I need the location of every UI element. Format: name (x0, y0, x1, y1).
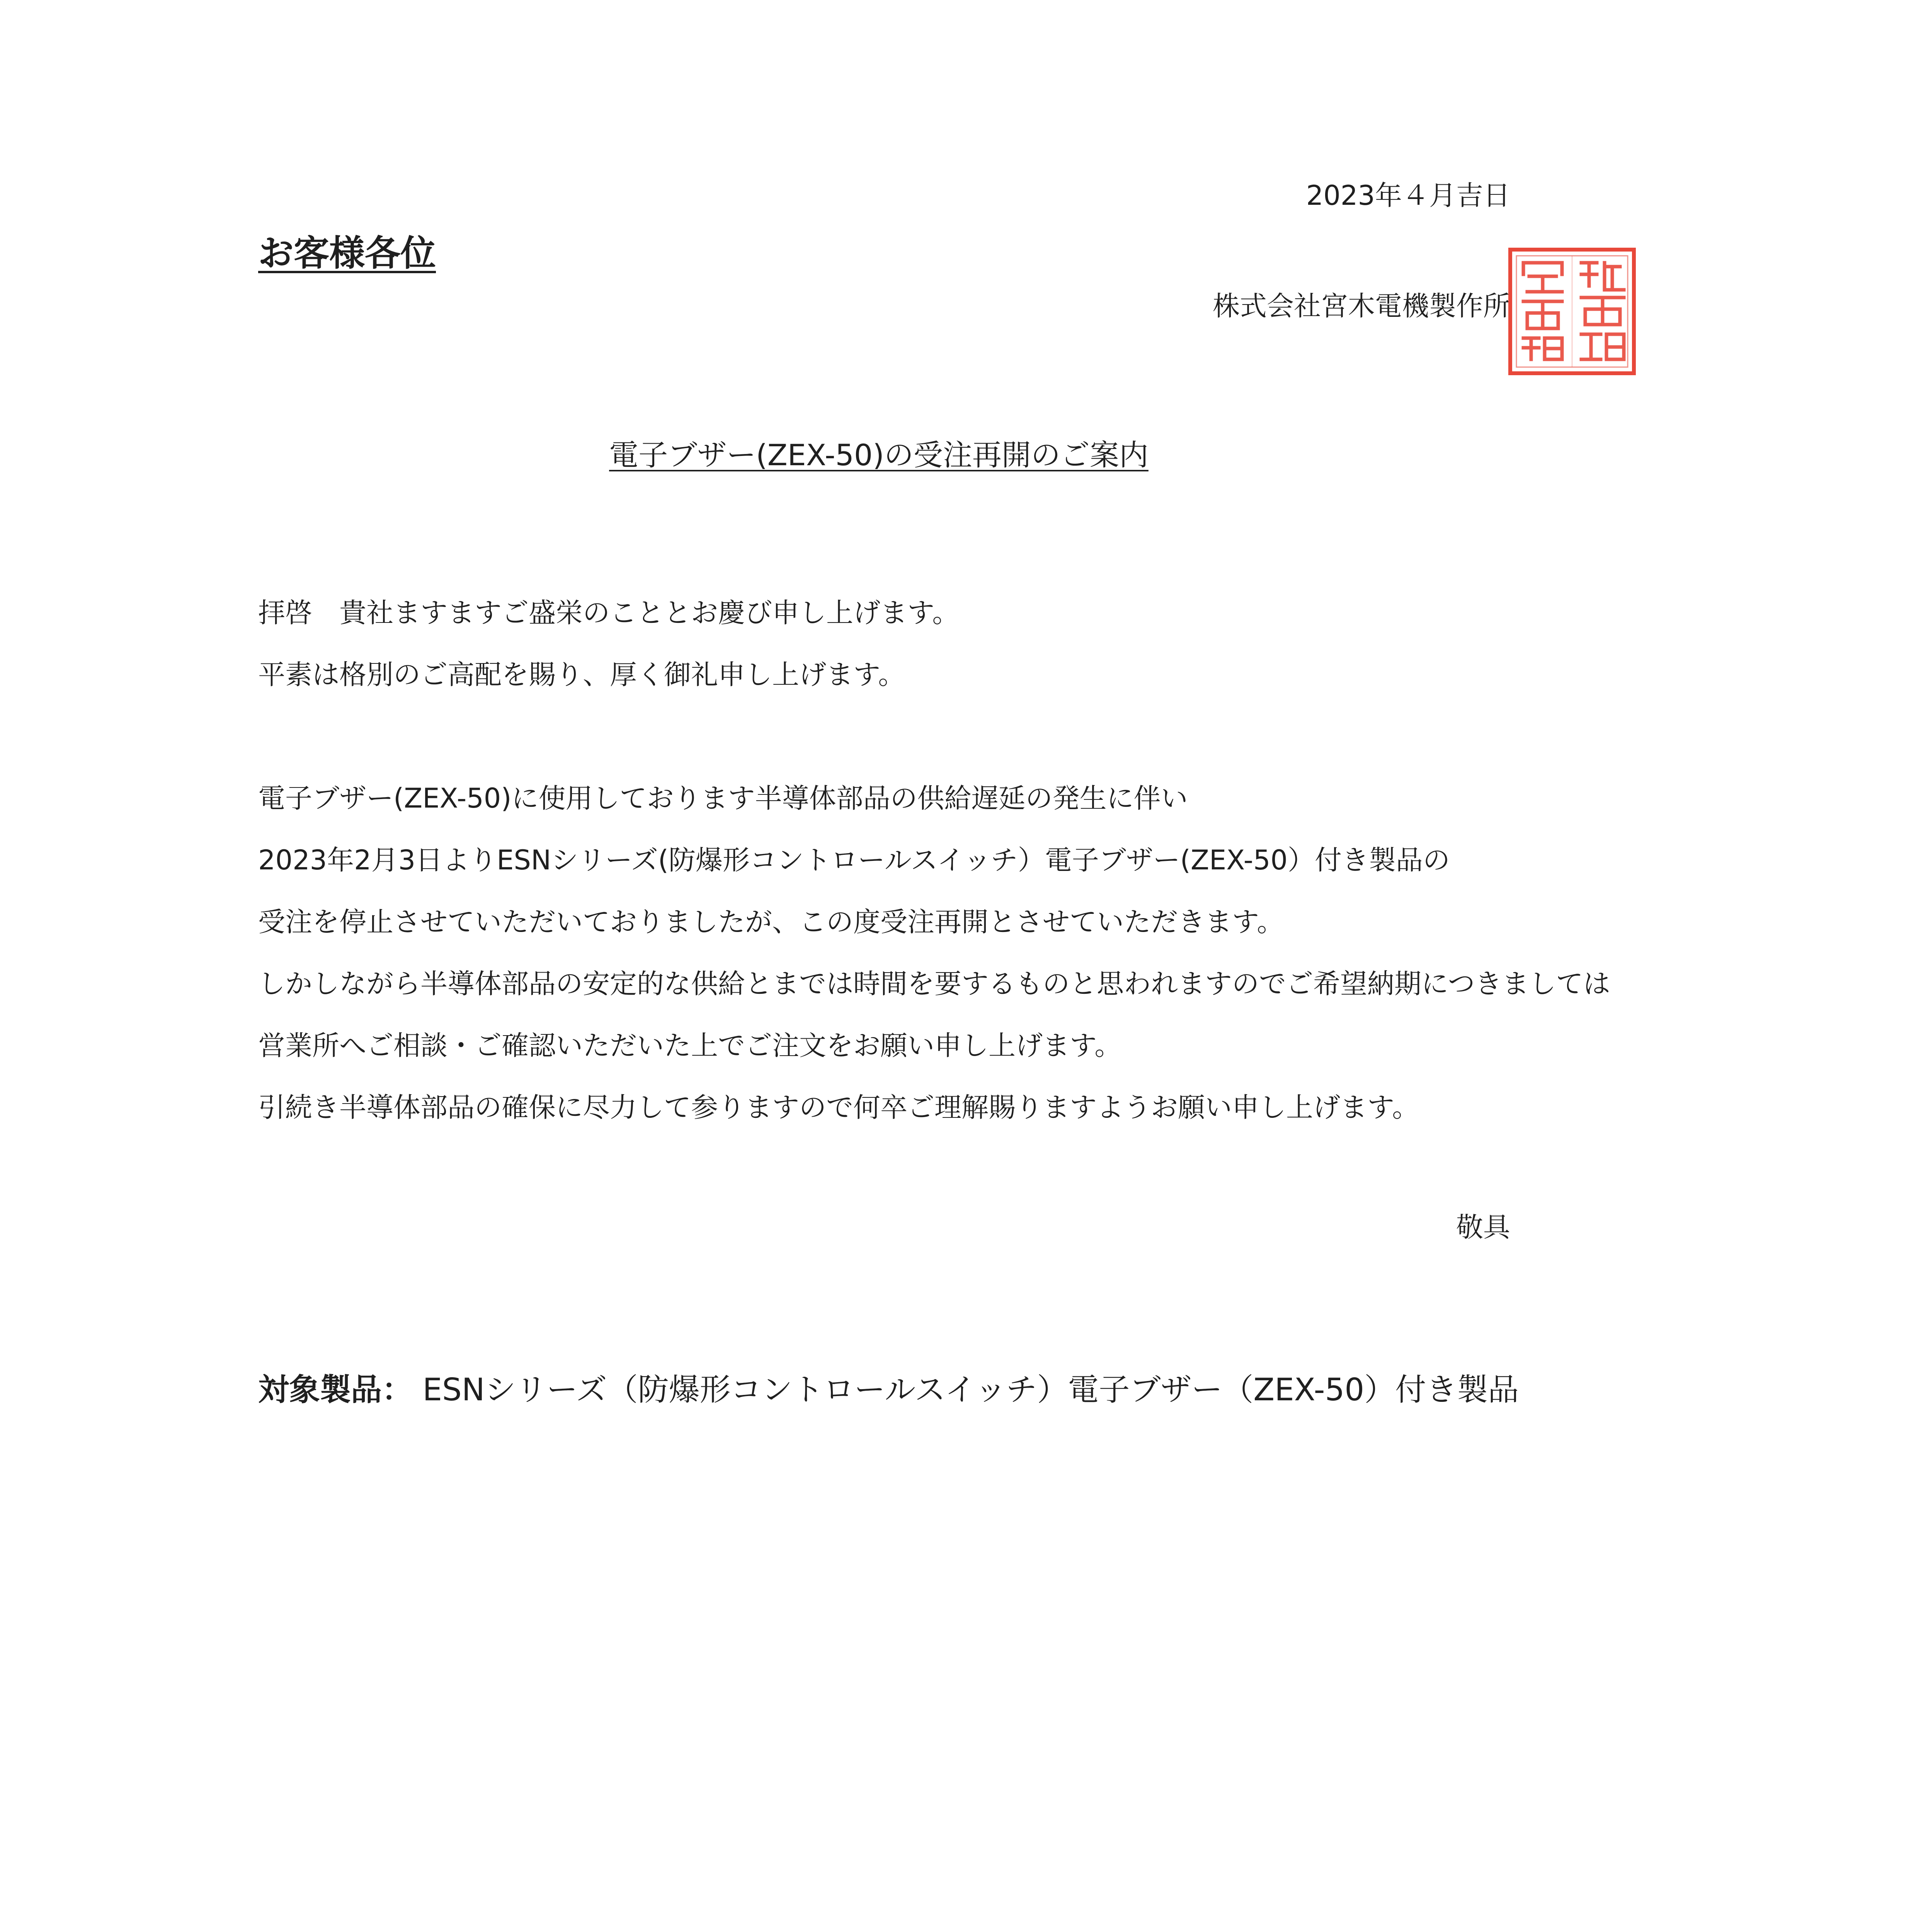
seal-icon (1508, 247, 1636, 376)
closing-word: 敬具 (1456, 1211, 1510, 1243)
company-name: 株式会社宮木電機製作所 (1213, 290, 1510, 322)
body-line-6: 引続き半導体部品の確保に尽力して参りますので何卒ご理解賜りますようお願い申し上げます。 (258, 1092, 1419, 1123)
target-products-value: ESNシリーズ（防爆形コントロールスイッチ）電子ブザー（ZEX-50）付き製品 (422, 1372, 1519, 1408)
company-seal-stamp (1508, 247, 1636, 376)
target-products (258, 1369, 1519, 1411)
body-line-4: しかしながら半導体部品の安定的な供給とまでは時間を要するものと思われますのでご希望納期につきましては (258, 968, 1610, 1000)
body-line-3: 受注を停止させていただいておりましたが、この度受注再開とさせていただきます。 (258, 906, 1284, 938)
body-line-1: 電子ブザー(ZEX-50)に使用しております半導体部品の供給遅延の発生に伴い (258, 782, 1188, 814)
document-title (0, 435, 1758, 475)
document-title-text: 電子ブザー(ZEX-50)の受注再開のご案内 (609, 438, 1149, 472)
greeting-line-2: 平素は格別のご高配を賜り、厚く御礼申し上げます。 (258, 659, 905, 690)
issue-date: 2023年４月吉日 (1306, 180, 1510, 211)
body-line-2: 2023年2月3日よりESNシリーズ(防爆形コントロールスイッチ）電子ブザー(ZEX-50）付き製品の (258, 844, 1450, 876)
target-products-label: 対象製品： (258, 1372, 413, 1408)
body-line-5: 営業所へご相談・ご確認いただいた上でご注文をお願い申し上げます。 (258, 1030, 1122, 1061)
greeting-line-1: 拝啓 貴社ますますご盛栄のこととお慶び申し上げます。 (258, 597, 960, 629)
recipient-heading: お客様各位 (258, 233, 436, 274)
